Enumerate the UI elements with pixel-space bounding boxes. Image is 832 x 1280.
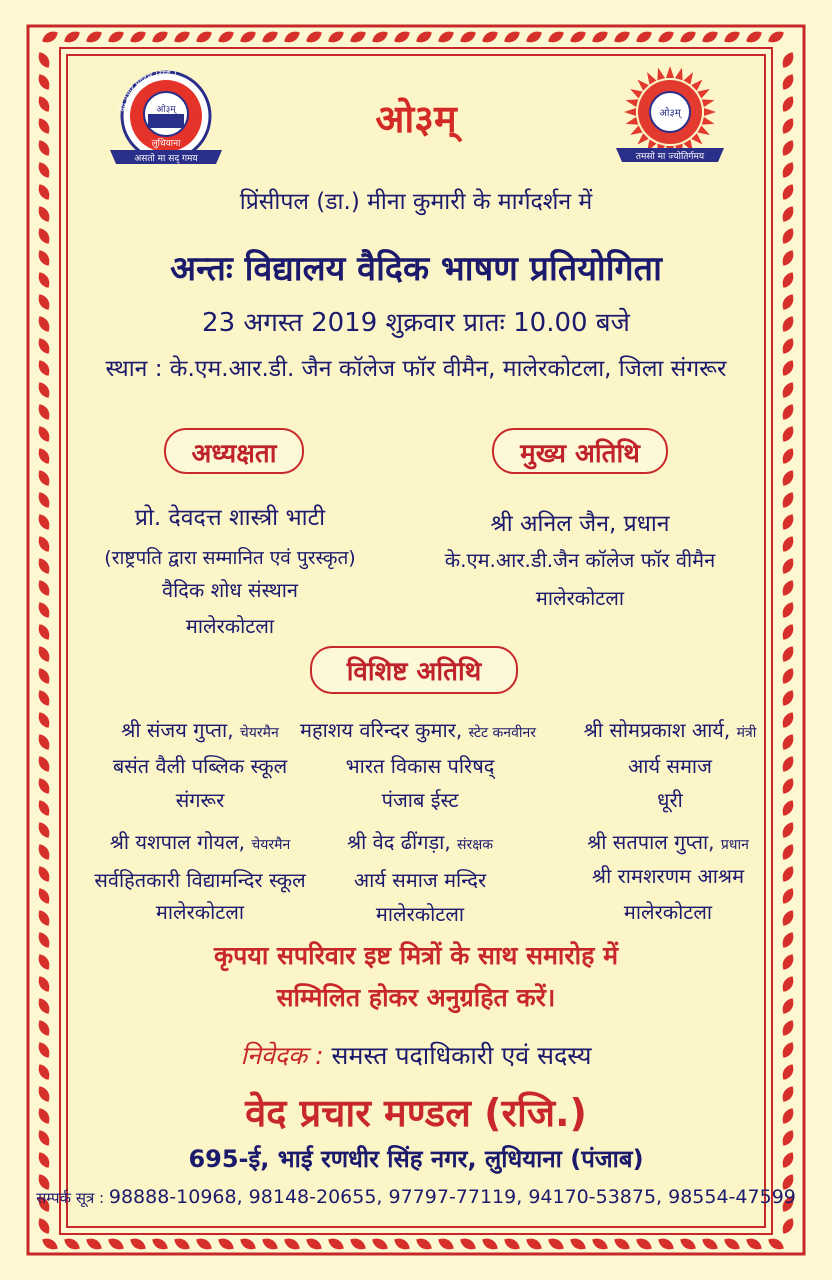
border-leaf bbox=[502, 1236, 522, 1253]
border-leaf bbox=[766, 1236, 786, 1253]
border-leaf bbox=[36, 600, 53, 620]
border-leaf bbox=[36, 644, 53, 664]
border-leaf bbox=[36, 50, 53, 70]
guest-org: भारत विकास परिषद् bbox=[345, 754, 495, 778]
border-leaf bbox=[348, 29, 368, 46]
left-logo-arc-text: वेद प्रचार मण्डल (रजि.) bbox=[117, 68, 178, 113]
organization-name: वेद प्रचार मण्डल (रजि.) bbox=[245, 1091, 587, 1135]
guest-city: पंजाब ईस्ट bbox=[381, 788, 459, 812]
right-logo-ribbon-text: तमसो मा ज्योतिर्गमय bbox=[635, 152, 705, 162]
border-leaf bbox=[780, 732, 797, 752]
border-leaf bbox=[36, 72, 53, 92]
chief-guest-city: मालेरकोटला bbox=[535, 586, 625, 610]
border-leaf bbox=[780, 402, 797, 422]
border-leaf bbox=[612, 1236, 632, 1253]
border-leaf bbox=[700, 29, 720, 46]
border-leaf bbox=[36, 1216, 53, 1236]
guest-org: आर्य समाज bbox=[628, 754, 712, 778]
border-leaf bbox=[326, 29, 346, 46]
sun-ray bbox=[635, 77, 649, 91]
sun-ray bbox=[654, 67, 665, 81]
border-leaf bbox=[780, 424, 797, 444]
border-leaf bbox=[194, 29, 214, 46]
chief-guest-name: श्री अनिल जैन, प्रधान bbox=[490, 511, 670, 537]
contact-line bbox=[0, 1186, 832, 1208]
border-leaf bbox=[744, 1236, 764, 1253]
guest-name: महाशय वरिन्दर कुमार, स्टेट कनवीनर bbox=[300, 718, 536, 742]
chief-guest-heading: मुख्य अतिथि bbox=[492, 428, 668, 474]
border-leaf bbox=[84, 29, 104, 46]
guidance-line: प्रिंसीपल (डा.) मीना कुमारी के मार्गदर्शन में bbox=[239, 189, 593, 215]
border-leaf bbox=[36, 622, 53, 642]
border-leaf bbox=[282, 1236, 302, 1253]
border-leaf bbox=[36, 754, 53, 774]
border-leaf bbox=[36, 468, 53, 488]
border-leaf bbox=[304, 1236, 324, 1253]
border-leaf bbox=[172, 1236, 192, 1253]
border-leaf bbox=[590, 1236, 610, 1253]
border-leaf bbox=[780, 490, 797, 510]
border-leaf bbox=[722, 29, 742, 46]
event-title: अन्तः विद्यालय वैदिक भाषण प्रतियोगिता bbox=[170, 249, 662, 289]
nivedak-text: समस्त पदाधिकारी एवं सदस्य bbox=[323, 1041, 592, 1070]
presidency-org: वैदिक शोध संस्थान bbox=[161, 578, 299, 602]
border-leaf bbox=[392, 29, 412, 46]
border-leaf bbox=[36, 886, 53, 906]
border-leaf bbox=[216, 29, 236, 46]
border-leaf bbox=[656, 1236, 676, 1253]
guest-name: श्री सतपाल गुप्ता, प्रधान bbox=[587, 830, 749, 854]
border-leaf bbox=[568, 29, 588, 46]
border-leaf bbox=[392, 1236, 412, 1253]
border-leaf bbox=[36, 534, 53, 554]
border-leaf bbox=[458, 29, 478, 46]
presidency-name: प्रो. देवदत्त शास्त्री भाटी bbox=[134, 505, 326, 531]
border-leaf bbox=[36, 798, 53, 818]
border-leaf bbox=[36, 864, 53, 884]
border-leaf bbox=[370, 1236, 390, 1253]
border-leaf bbox=[678, 29, 698, 46]
right-logo-center-text: ओ३म् bbox=[659, 108, 681, 119]
nivedak-line bbox=[0, 1038, 832, 1072]
guest-name: श्री यशपाल गोयल, चेयरमैन bbox=[109, 830, 291, 854]
border-leaf bbox=[780, 820, 797, 840]
presidency-note: (राष्ट्रपति द्वारा सम्मानित एवं पुरस्कृत) bbox=[104, 547, 356, 569]
border-leaf bbox=[36, 424, 53, 444]
border-leaf bbox=[36, 556, 53, 576]
border-leaf bbox=[304, 29, 324, 46]
border-leaf bbox=[780, 776, 797, 796]
border-leaf bbox=[780, 50, 797, 70]
border-leaf bbox=[780, 798, 797, 818]
border-leaf bbox=[546, 1236, 566, 1253]
border-leaf bbox=[524, 29, 544, 46]
chief-guest-org: के.एम.आर.डी.जैन कॉलेज फॉर वीमैन bbox=[444, 548, 716, 572]
border-leaf bbox=[150, 1236, 170, 1253]
border-leaf bbox=[238, 29, 258, 46]
border-leaf bbox=[414, 1236, 434, 1253]
border-leaf bbox=[282, 29, 302, 46]
presidency-city: मालेरकोटला bbox=[185, 614, 275, 638]
border-leaf bbox=[780, 710, 797, 730]
border-leaf bbox=[62, 1236, 82, 1253]
border-leaf bbox=[216, 1236, 236, 1253]
border-leaf bbox=[40, 1236, 60, 1253]
border-leaf bbox=[260, 1236, 280, 1253]
border-leaf bbox=[436, 29, 456, 46]
left-logo-center-text: ओ३म् bbox=[156, 105, 176, 115]
border-leaf bbox=[780, 644, 797, 664]
guest-name: श्री वेद ढींगड़ा, संरक्षक bbox=[346, 830, 494, 854]
sun-ray bbox=[644, 70, 657, 84]
border-leaf bbox=[780, 886, 797, 906]
border-leaf bbox=[36, 446, 53, 466]
border-leaf bbox=[780, 864, 797, 884]
border-leaf bbox=[414, 29, 434, 46]
nivedak-label: निवेदक : bbox=[240, 1041, 324, 1070]
guest-org: बसंत वैली पब्लिक स्कूल bbox=[112, 754, 288, 778]
border-leaf bbox=[568, 1236, 588, 1253]
organization-address: 695-ई, भाई रणधीर सिंह नगर, लुधियाना (पंजाब) bbox=[188, 1145, 644, 1173]
guest-org: आर्य समाज मन्दिर bbox=[353, 868, 487, 892]
border-leaf bbox=[326, 1236, 346, 1253]
border-leaf bbox=[436, 1236, 456, 1253]
border-leaf bbox=[700, 1236, 720, 1253]
border-leaf bbox=[780, 1216, 797, 1236]
event-venue: स्थान : के.एम.आर.डी. जैन कॉलेज फॉर वीमैन, मालेरकोटला, जिला संगरूर bbox=[105, 356, 727, 382]
border-leaf bbox=[744, 29, 764, 46]
sun-ray bbox=[675, 67, 686, 81]
border-leaf bbox=[634, 1236, 654, 1253]
border-leaf bbox=[36, 820, 53, 840]
border-leaf bbox=[780, 600, 797, 620]
left-logo-ribbon-text: असतो मा सद् गमय bbox=[134, 154, 198, 164]
border-leaf bbox=[546, 29, 566, 46]
border-leaf bbox=[348, 1236, 368, 1253]
border-leaf bbox=[612, 29, 632, 46]
border-leaf bbox=[722, 1236, 742, 1253]
border-leaf bbox=[128, 29, 148, 46]
sun-ray bbox=[691, 77, 705, 91]
border-leaf bbox=[780, 534, 797, 554]
border-leaf bbox=[62, 29, 82, 46]
border-leaf bbox=[36, 490, 53, 510]
border-leaf bbox=[780, 578, 797, 598]
border-leaf bbox=[524, 1236, 544, 1253]
contact-numbers: 98888-10968, 98148-20655, 97797-77119, 94170-53875, 98554-47599 bbox=[108, 1186, 796, 1208]
guest-city: मालेरकोटला bbox=[155, 900, 245, 924]
border-leaf bbox=[36, 160, 53, 180]
border-leaf bbox=[480, 1236, 500, 1253]
border-leaf bbox=[766, 29, 786, 46]
guest-name: श्री संजय गुप्ता, चेयरमैन bbox=[121, 718, 279, 742]
event-datetime: 23 अगस्त 2019 शुक्रवार प्रातः 10.00 बजे bbox=[202, 308, 630, 338]
border-leaf bbox=[172, 29, 192, 46]
border-leaf bbox=[36, 908, 53, 928]
border-leaf bbox=[780, 754, 797, 774]
guest-city: धूरी bbox=[657, 788, 683, 812]
border-leaf bbox=[480, 29, 500, 46]
border-leaf bbox=[36, 776, 53, 796]
border-leaf bbox=[590, 29, 610, 46]
guest-org: सर्वहितकारी विद्यामन्दिर स्कूल bbox=[94, 868, 306, 892]
border-leaf bbox=[106, 1236, 126, 1253]
sun-ray bbox=[666, 66, 674, 78]
border-leaf bbox=[780, 160, 797, 180]
border-leaf bbox=[502, 29, 522, 46]
special-guests-heading: विशिष्ट अतिथि bbox=[310, 646, 518, 694]
border-leaf bbox=[36, 842, 53, 862]
border-leaf bbox=[780, 468, 797, 488]
border-leaf bbox=[260, 29, 280, 46]
presidency-heading: अध्यक्षता bbox=[164, 428, 304, 474]
border-leaf bbox=[36, 402, 53, 422]
border-leaf bbox=[780, 666, 797, 686]
border-leaf bbox=[656, 29, 676, 46]
border-leaf bbox=[238, 1236, 258, 1253]
border-leaf bbox=[128, 1236, 148, 1253]
border-leaf bbox=[780, 622, 797, 642]
border-leaf bbox=[36, 732, 53, 752]
border-leaf bbox=[780, 908, 797, 928]
appeal-line-2: सम्मिलित होकर अनुग्रहित करें। bbox=[276, 983, 556, 1012]
guest-name: श्री सोमप्रकाश आर्य, मंत्री bbox=[583, 718, 757, 742]
border-leaf bbox=[780, 556, 797, 576]
border-leaf bbox=[36, 710, 53, 730]
border-leaf bbox=[780, 72, 797, 92]
border-leaf bbox=[40, 29, 60, 46]
contact-label: सम्पर्क सूत्र : bbox=[36, 1189, 109, 1207]
om-heading: ओ३म् bbox=[375, 97, 457, 141]
border-leaf bbox=[780, 688, 797, 708]
border-leaf bbox=[36, 688, 53, 708]
border-leaf bbox=[194, 1236, 214, 1253]
border-leaf bbox=[780, 446, 797, 466]
border-leaf bbox=[36, 1018, 53, 1038]
border-leaf bbox=[36, 512, 53, 532]
guest-city: संगरूर bbox=[175, 788, 225, 812]
border-leaf bbox=[458, 1236, 478, 1253]
guest-city: मालेरकोटला bbox=[623, 900, 713, 924]
border-leaf bbox=[634, 29, 654, 46]
guest-city: मालेरकोटला bbox=[375, 902, 465, 926]
border-leaf bbox=[370, 29, 390, 46]
border-leaf bbox=[780, 512, 797, 532]
border-leaf bbox=[36, 666, 53, 686]
border-leaf bbox=[36, 578, 53, 598]
sun-ray bbox=[684, 70, 697, 84]
border-leaf bbox=[780, 1018, 797, 1038]
border-leaf bbox=[678, 1236, 698, 1253]
border-leaf bbox=[106, 29, 126, 46]
border-leaf bbox=[84, 1236, 104, 1253]
border-leaf bbox=[150, 29, 170, 46]
guest-org: श्री रामशरणम आश्रम bbox=[591, 864, 745, 888]
border-leaf bbox=[780, 842, 797, 862]
appeal-line-1: कृपया सपरिवार इष्ट मित्रों के साथ समारोह में bbox=[213, 941, 619, 970]
left-logo-city-text: लुधियाना bbox=[151, 139, 181, 149]
